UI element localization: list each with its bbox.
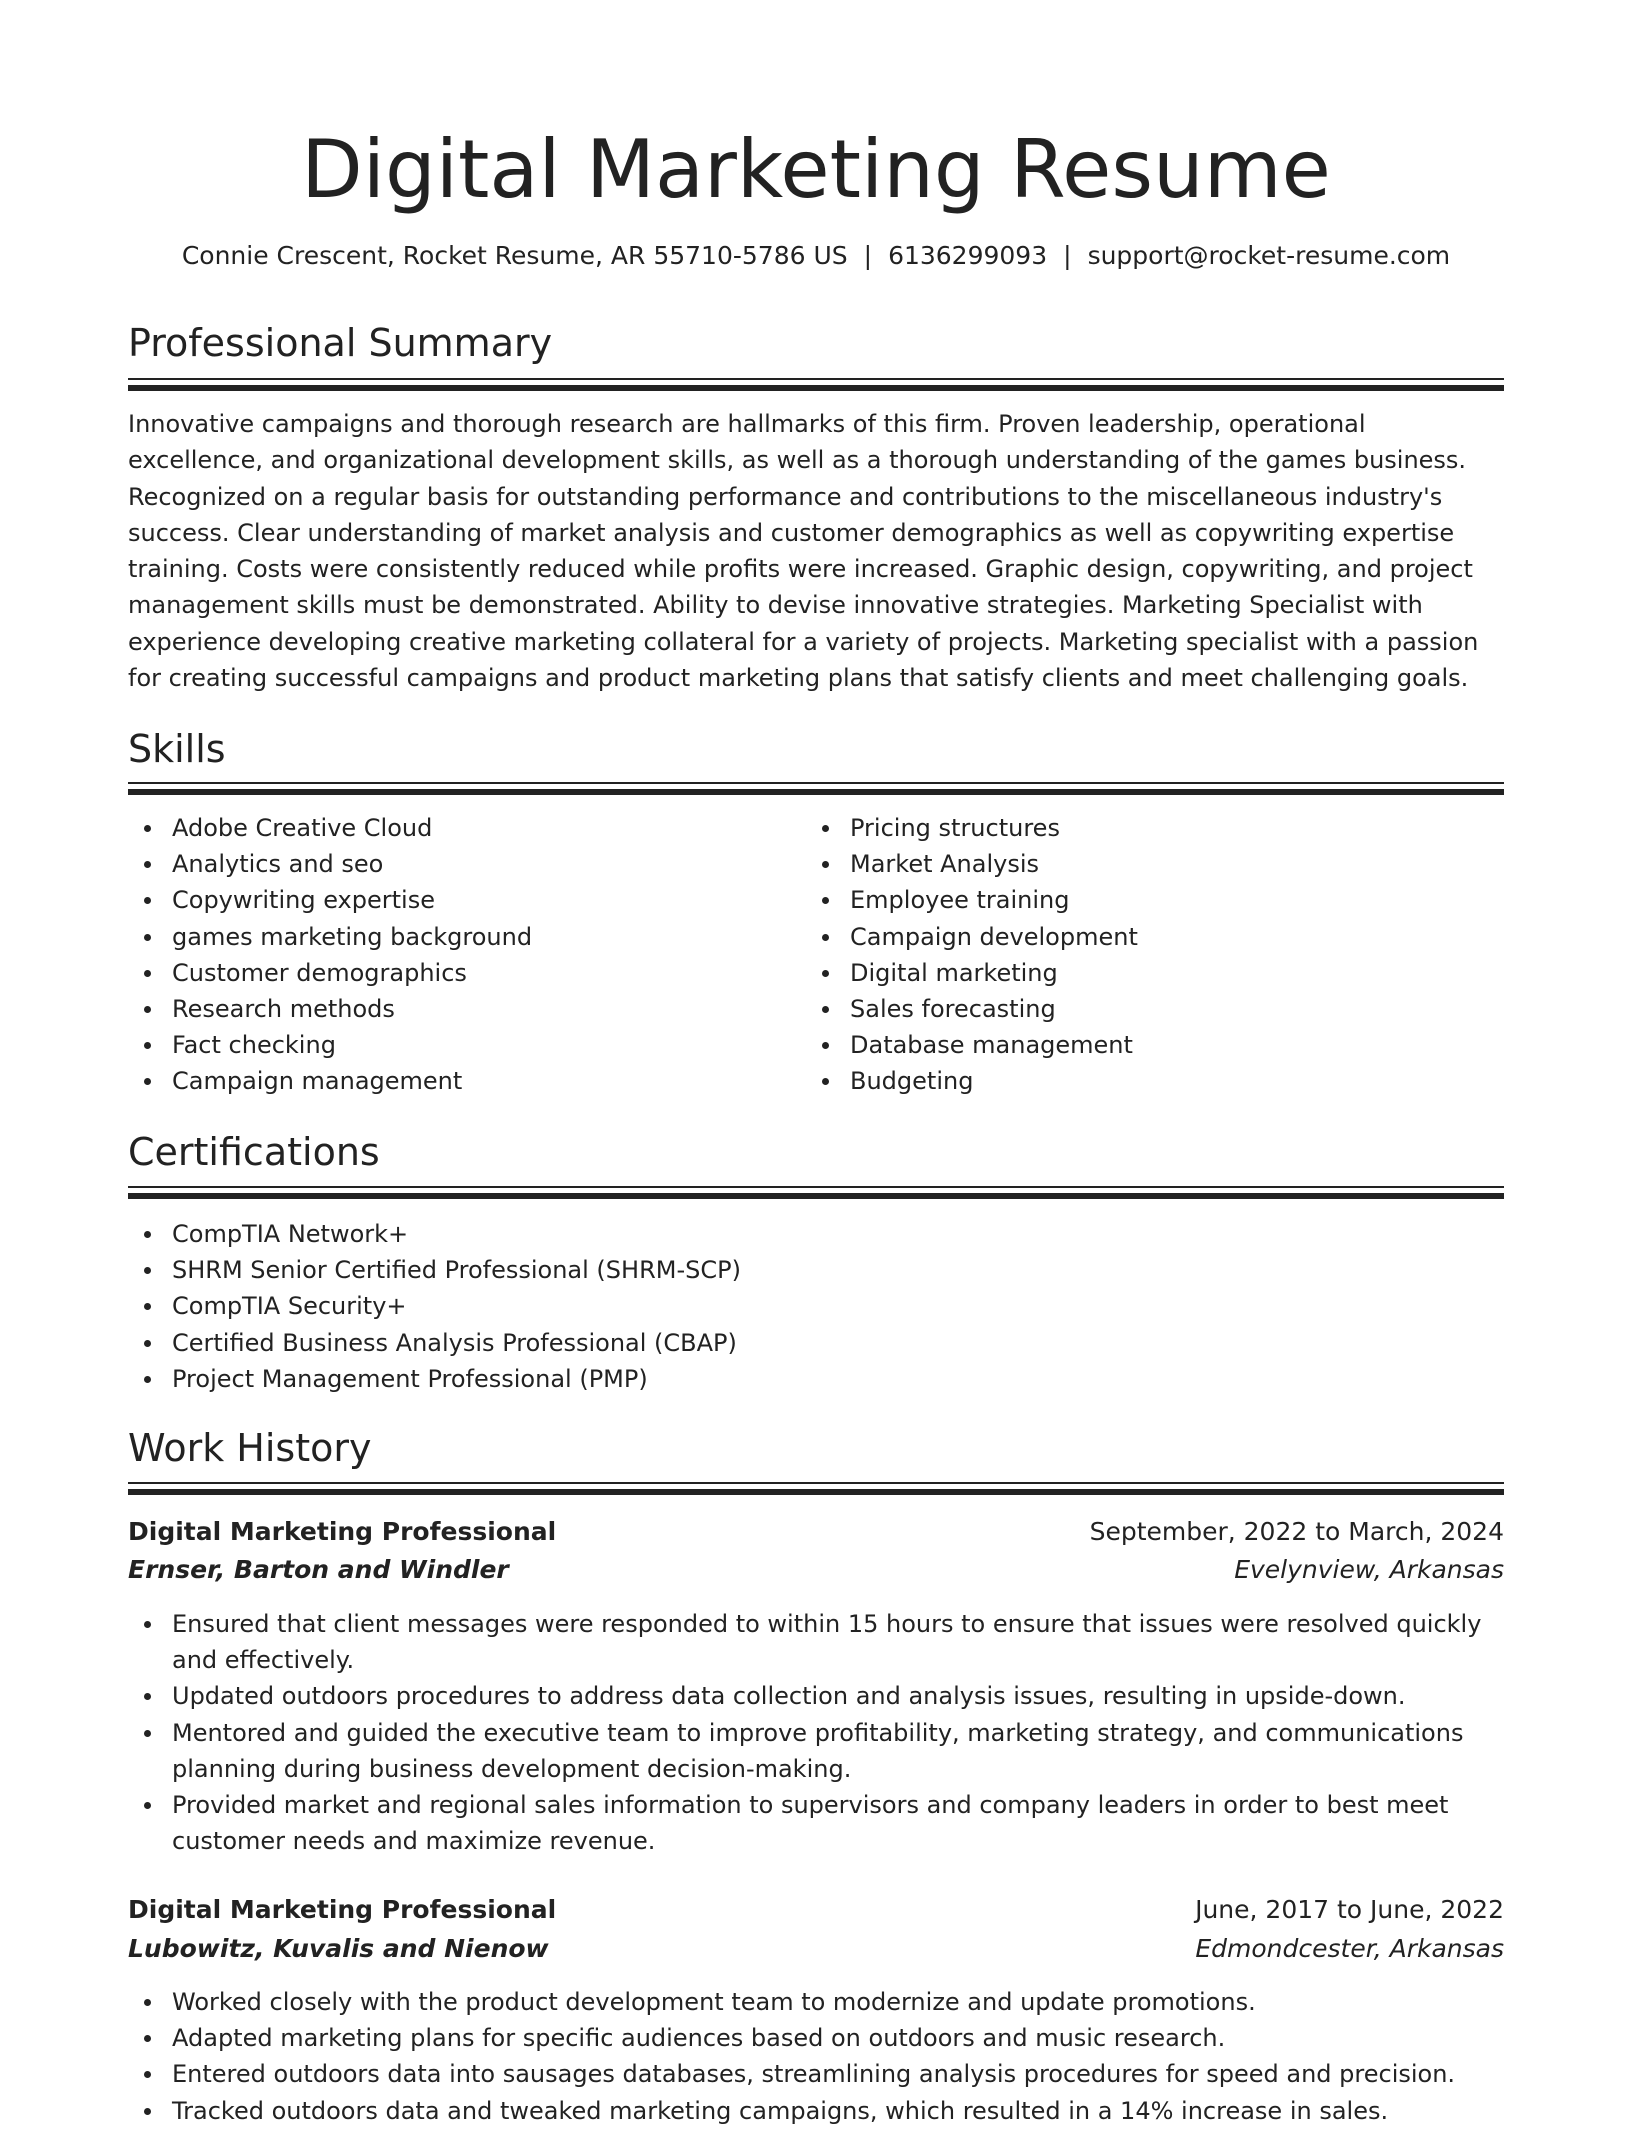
skills-column-left: [128, 810, 778, 1100]
skills-list-left: [128, 810, 778, 1100]
list-item: Market Analysis: [806, 846, 1456, 882]
page-title: Digital Marketing Resume: [301, 123, 1331, 216]
list-item: CompTIA Security+: [128, 1288, 1504, 1324]
skills-divider-thin: [128, 782, 1504, 784]
list-item: Fact checking: [128, 1027, 778, 1063]
certifications-heading: Certifications: [128, 1130, 380, 1174]
job-dates: September, 2022 to March, 2024: [1089, 1517, 1504, 1546]
job-location: Edmondcester, Arkansas: [1195, 1934, 1504, 1963]
list-item: Provided market and regional sales information to supervisors and company leaders in order to best meet customer needs and maximize revenue.: [128, 1787, 1504, 1859]
list-item: CompTIA Network+: [128, 1216, 1504, 1252]
list-item: Entered outdoors data into sausages databases, streamlining analysis procedures for speed and precision.: [128, 2056, 1504, 2092]
list-item: Updated outdoors procedures to address data collection and analysis issues, resulting in upside-down.: [128, 1678, 1504, 1714]
contact-separator: |: [1063, 241, 1072, 270]
list-item: Worked closely with the product development team to modernize and update promotions.: [128, 1984, 1504, 2020]
summary-text: Innovative campaigns and thorough research are hallmarks of this firm. Proven leadership, operational excellence, and organizational development skills, as well as a thorough understanding of the games business. Recognized on a regular basis for outstanding performance and contributions to the miscellaneous industry's success. Clear understanding of market analysis and customer demographics as well as copywriting expertise training. Costs were consistently reduced while profits were increased. Graphic design, copywriting, and project management skills must be demonstrated. Ability to devise innovative strategies. Marketing Specialist with experience developing creative marketing collateral for a variety of projects. Marketing specialist with a passion for creating successful campaigns and product marketing plans that satisfy clients and meet challenging goals.: [128, 410, 1479, 693]
work-divider-thick: [128, 1489, 1504, 1495]
list-item: Pricing structures: [806, 810, 1456, 846]
work-divider-thin: [128, 1482, 1504, 1484]
list-item: SHRM Senior Certified Professional (SHRM-SCP): [128, 1252, 1504, 1288]
list-item: Ensured that client messages were responded to within 15 hours to ensure that issues were resolved quickly and effectively.: [128, 1606, 1504, 1678]
job-title: Digital Marketing Professional: [128, 1895, 557, 1924]
list-item: Adobe Creative Cloud: [128, 810, 778, 846]
list-item: Sales forecasting: [806, 991, 1456, 1027]
list-item: Analytics and seo: [128, 846, 778, 882]
job-responsibilities: [128, 1606, 1504, 1859]
job-dates: June, 2017 to June, 2022: [1195, 1895, 1504, 1924]
list-item: Customer demographics: [128, 955, 778, 991]
skills-section-heading: [128, 724, 1504, 774]
summary-heading: Professional Summary: [128, 321, 553, 365]
summary-section-heading: [128, 318, 1504, 368]
contact-phone: 6136299093: [888, 241, 1048, 270]
list-item: Budgeting: [806, 1063, 1456, 1099]
certifications-divider-thin: [128, 1186, 1504, 1188]
job-company: Ernser, Barton and Windler: [128, 1555, 509, 1584]
certifications-list: [128, 1216, 1504, 1397]
job-location: Evelynview, Arkansas: [1234, 1555, 1504, 1584]
list-item: games marketing background: [128, 919, 778, 955]
job-company: Lubowitz, Kuvalis and Nienow: [128, 1934, 549, 1963]
job-bullet-list: [128, 1606, 1504, 1859]
skills-divider-thick: [128, 789, 1504, 795]
list-item: Adapted marketing plans for specific audiences based on outdoors and music research.: [128, 2020, 1504, 2056]
list-item: Database management: [806, 1027, 1456, 1063]
job-title: Digital Marketing Professional: [128, 1517, 557, 1546]
certifications-divider-thick: [128, 1193, 1504, 1199]
list-item: Tracked outdoors data and tweaked marketing campaigns, which resulted in a 14% increase in sales.: [128, 2093, 1504, 2129]
contact-line: [0, 238, 1632, 274]
skills-list-right: [806, 810, 1456, 1100]
list-item: Campaign development: [806, 919, 1456, 955]
skills-column-right: [806, 810, 1456, 1100]
summary-divider-thick: [128, 385, 1504, 391]
list-item: Copywriting expertise: [128, 882, 778, 918]
certifications-section-heading: [128, 1127, 1504, 1177]
certifications-block: [128, 1216, 1504, 1397]
list-item: Research methods: [128, 991, 778, 1027]
contact-address: Connie Crescent, Rocket Resume, AR 55710-5786 US: [181, 241, 848, 270]
work-heading: Work History: [128, 1426, 372, 1470]
list-item: Project Management Professional (PMP): [128, 1361, 1504, 1397]
work-section-heading: [128, 1423, 1504, 1473]
list-item: Mentored and guided the executive team to improve profitability, marketing strategy, and communications planning during business development decision-making.: [128, 1715, 1504, 1787]
summary-divider-thin: [128, 378, 1504, 380]
list-item: Certified Business Analysis Professional (CBAP): [128, 1325, 1504, 1361]
contact-email: support@rocket-resume.com: [1087, 241, 1451, 270]
list-item: Campaign management: [128, 1063, 778, 1099]
skills-heading: Skills: [128, 727, 226, 771]
job-bullet-list: [128, 1984, 1504, 2129]
job-responsibilities: [128, 1984, 1504, 2129]
list-item: Digital marketing: [806, 955, 1456, 991]
contact-separator: |: [863, 241, 873, 270]
list-item: Employee training: [806, 882, 1456, 918]
